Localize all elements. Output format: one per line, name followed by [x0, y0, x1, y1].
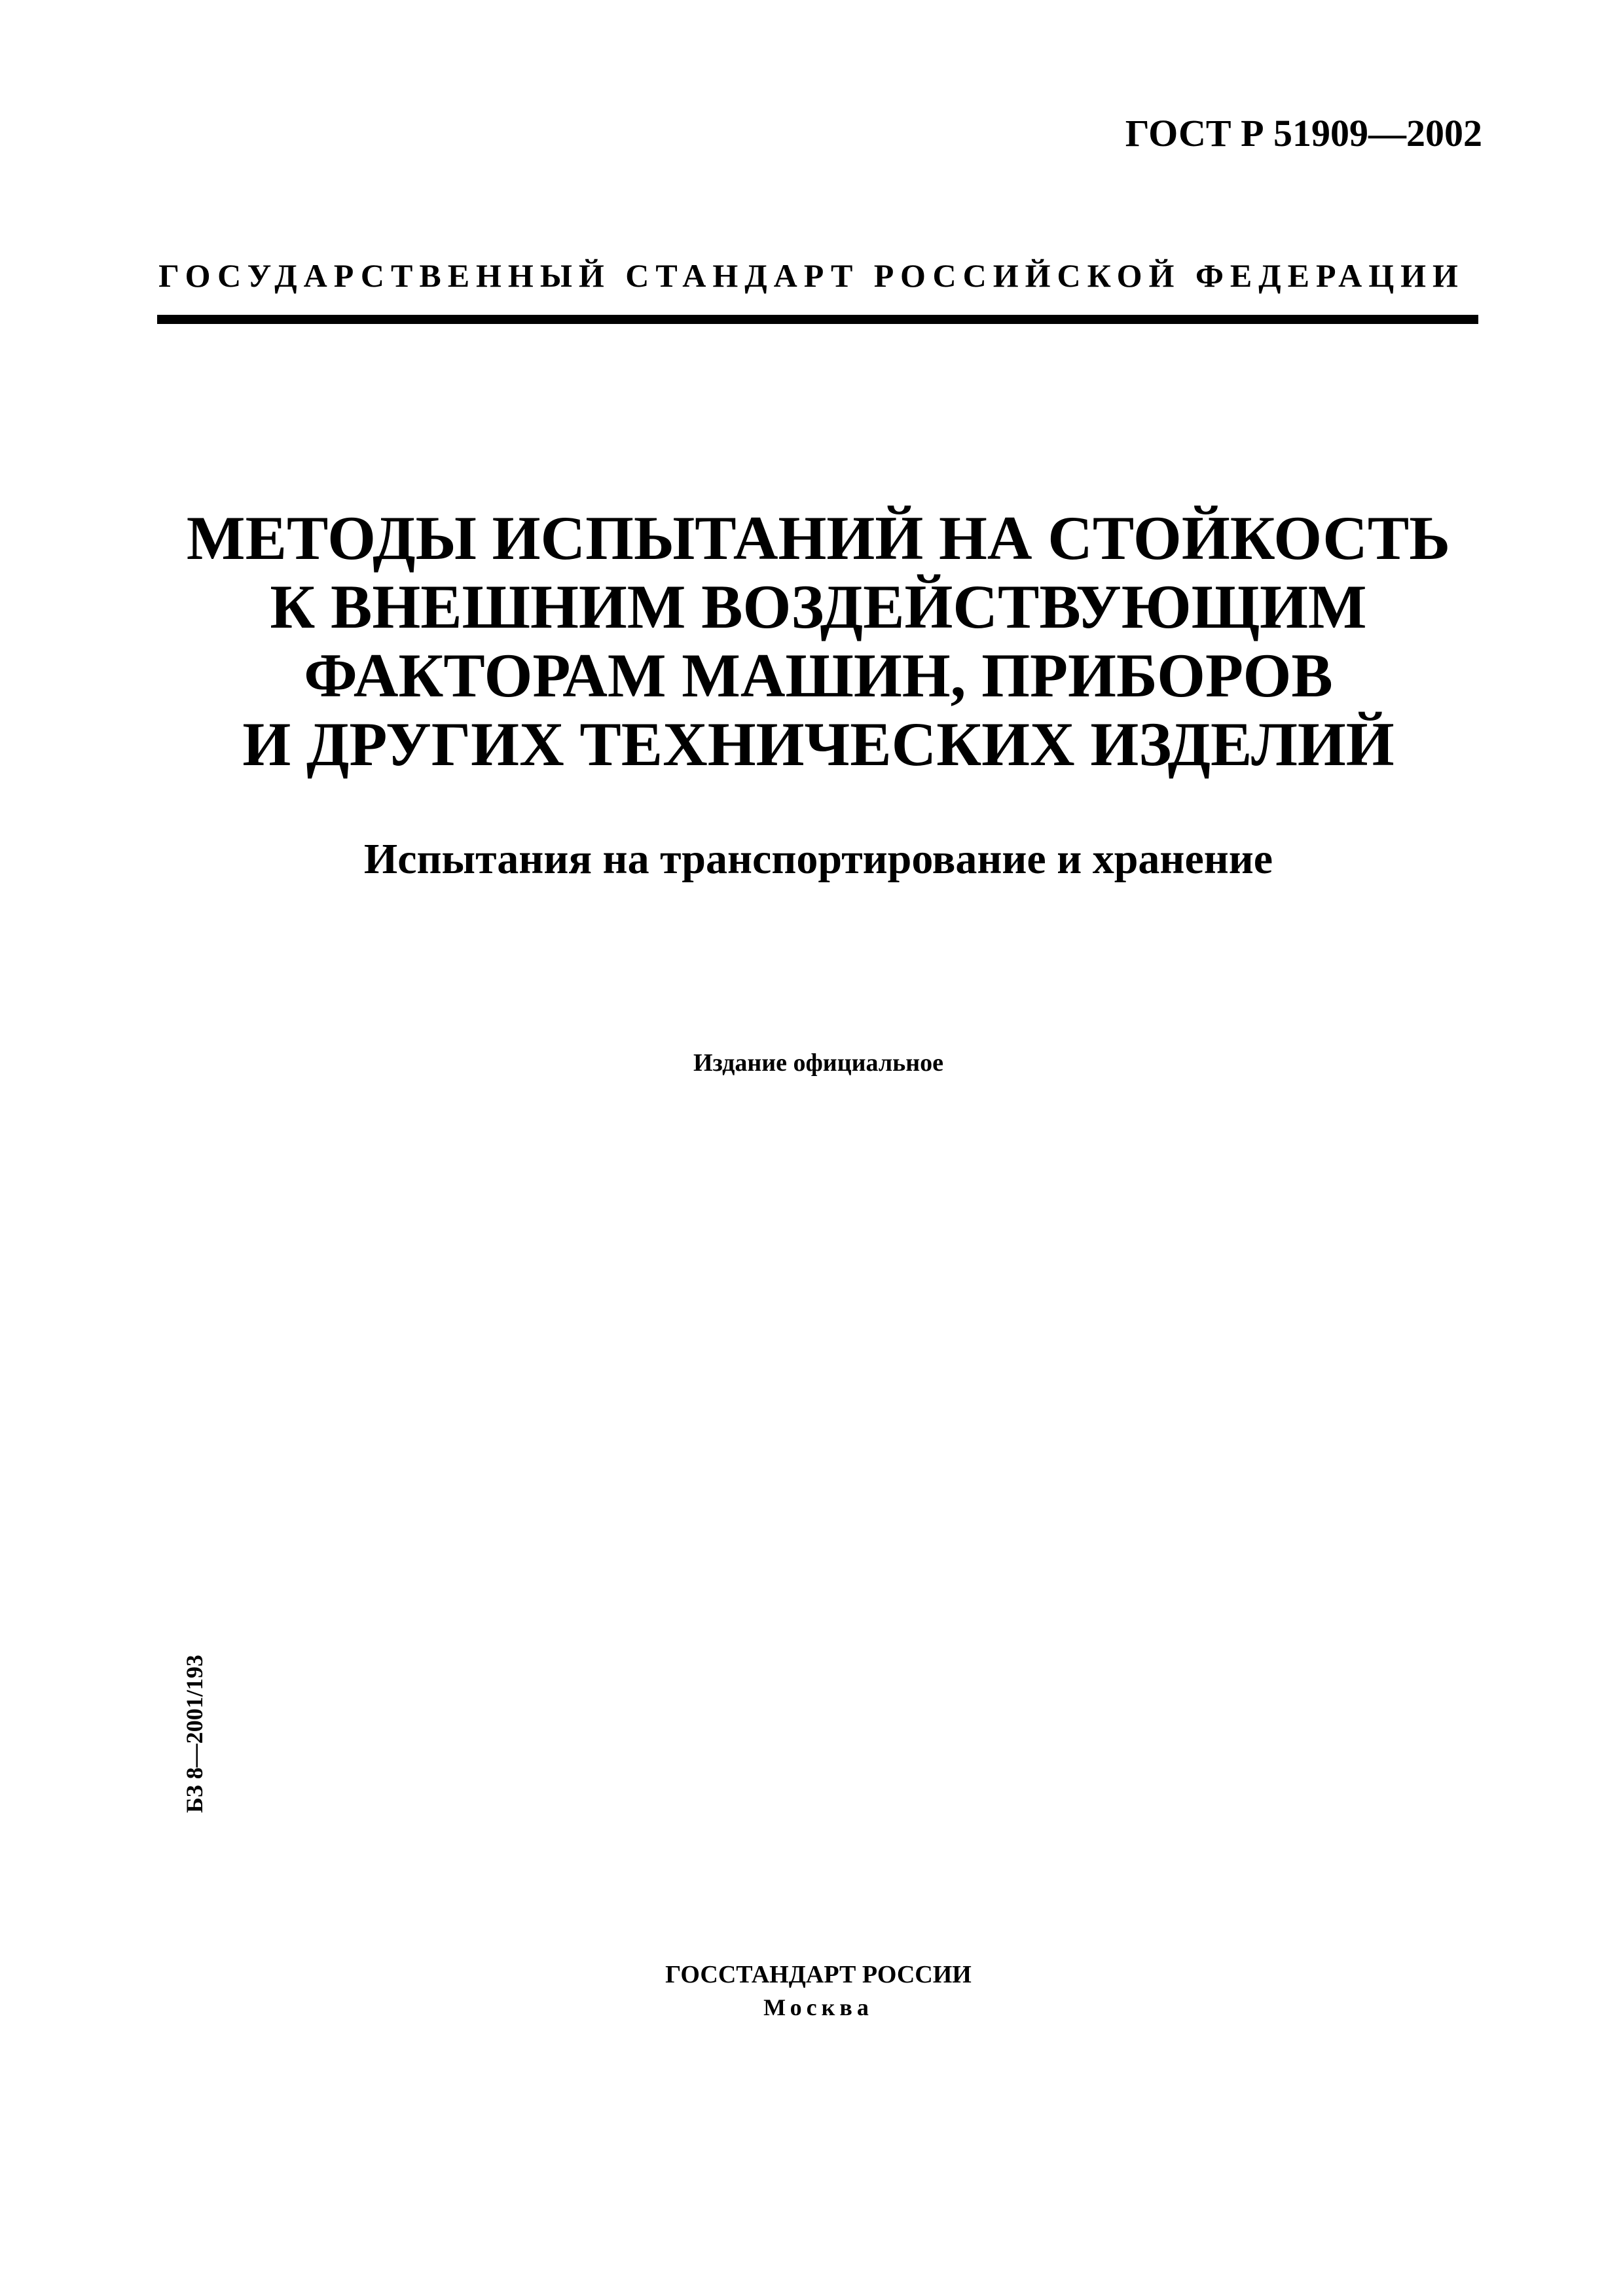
- publisher-city: Москва: [763, 1994, 873, 2020]
- publisher-name: ГОССТАНДАРТ РОССИИ: [665, 1961, 972, 1988]
- title-line: ФАКТОРАМ МАШИН, ПРИБОРОВ: [304, 641, 1333, 710]
- edition-note: Издание официальное: [693, 1049, 943, 1077]
- title-line: И ДРУГИХ ТЕХНИЧЕСКИХ ИЗДЕЛИЙ: [242, 709, 1395, 779]
- header-divider: [157, 315, 1478, 324]
- standard-number: ГОСТ Р 51909—2002: [1125, 112, 1482, 154]
- title-line: К ВНЕШНИМ ВОЗДЕЙСТВУЮЩИМ: [270, 572, 1367, 641]
- side-catalog-code: БЗ 8—2001/193: [181, 1655, 208, 1813]
- document-subtitle: Испытания на транспортирование и хранение: [363, 835, 1273, 883]
- document-title: [131, 504, 1506, 779]
- title-line: МЕТОДЫ ИСПЫТАНИЙ НА СТОЙКОСТЬ: [186, 503, 1451, 573]
- state-standard-header: ГОСУДАРСТВЕННЫЙ СТАНДАРТ РОССИЙСКОЙ ФЕДЕРАЦИИ: [158, 257, 1465, 294]
